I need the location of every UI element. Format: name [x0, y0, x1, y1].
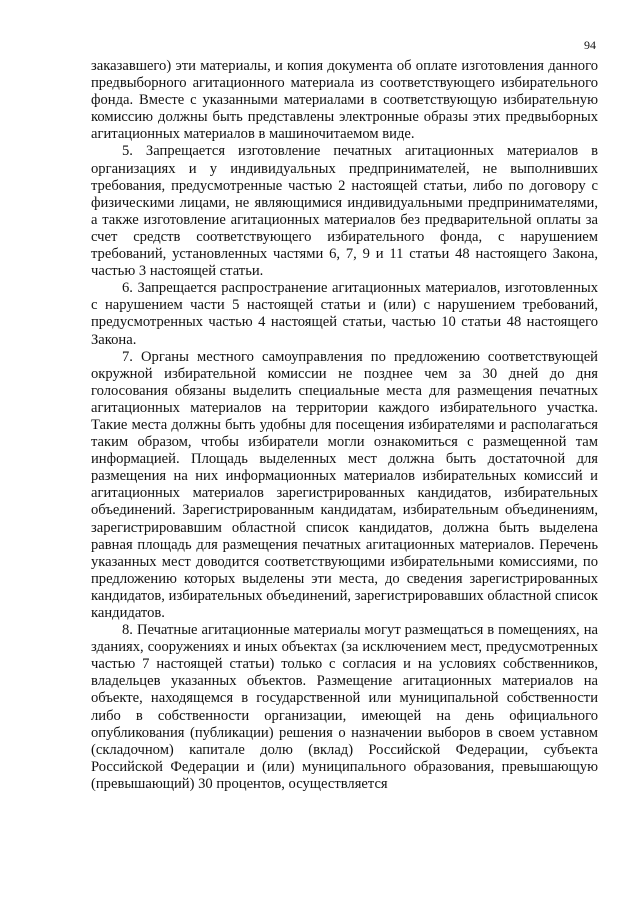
paragraph-item-6: 6. Запрещается распространение агитационных материалов, изготовленных с нарушением части 5 настоящей статьи и (или) с нарушением требований, предусмотренных частью 4 настоящей статьи, частью 10 статьи 48 настоящего Закона.	[91, 280, 598, 348]
paragraph-item-5: 5. Запрещается изготовление печатных агитационных материалов в организациях и у индивидуальных предпринимателей, не выполнивших требования, предусмотренные частью 2 настоящей статьи, либо по договору с физическими лицами, не являющимися индивидуальными предпринимателями, а также изготовление агитационных материалов без предварительной оплаты за счет средств соответствующего избирательного фонда, с нарушением требований, установленных частями 6, 7, 9 и 11 статьи 48 настоящего Закона, частью 3 настоящей статьи.	[91, 143, 598, 280]
paragraph-item-8: 8. Печатные агитационные материалы могут размещаться в помещениях, на зданиях, сооружениях и иных объектах (за исключением мест, предусмотренных частью 7 настоящей статьи) только с согласия и на условиях собственников, владельцев указанных объектов. Размещение агитационных материалов на объекте, находящемся в государственной или муниципальной собственности либо в собственности организации, имеющей на день официального опубликования (публикации) решения о назначении выборов в своем уставном (складочном) капитале долю (вклад) Российской Федерации, субъекта Российской Федерации и (или) муниципального образования, превышающую (превышающий) 30 процентов, осуществляется	[91, 622, 598, 792]
body-text	[91, 58, 598, 793]
page-number: 94	[584, 38, 596, 52]
paragraph-item-7: 7. Органы местного самоуправления по предложению соответствующей окружной избирательной комиссии не позднее чем за 30 дней до дня голосования обязаны выделить специальные места для размещения печатных агитационных материалов на территории каждого избирательного участка. Такие места должны быть удобны для посещения избирателями и располагаться таким образом, чтобы избиратели могли ознакомиться с размещенной там информацией. Площадь выделенных мест должна быть достаточной для размещения на них информационных материалов избирательных комиссий и агитационных материалов зарегистрированных кандидатов, избирательных объединений. Зарегистрированным кандидатам, избирательным объединениям, зарегистрировавшим областной список кандидатов, должна быть выделена равная площадь для размещения печатных агитационных материалов. Перечень указанных мест доводится соответствующими избирательными комиссиями, по предложению которых выделены эти места, до сведения зарегистрированных кандидатов, избирательных объединений, зарегистрировавших областной список кандидатов.	[91, 348, 598, 621]
paragraph-continuation: заказавшего) эти материалы, и копия документа об оплате изготовления данного предвыборного агитационного материала из соответствующего избирательного фонда. Вместе с указанными материалами в соответствующую избирательную комиссию должны быть представлены электронные образы этих предвыборных агитационных материалов в машиночитаемом виде.	[91, 58, 598, 143]
